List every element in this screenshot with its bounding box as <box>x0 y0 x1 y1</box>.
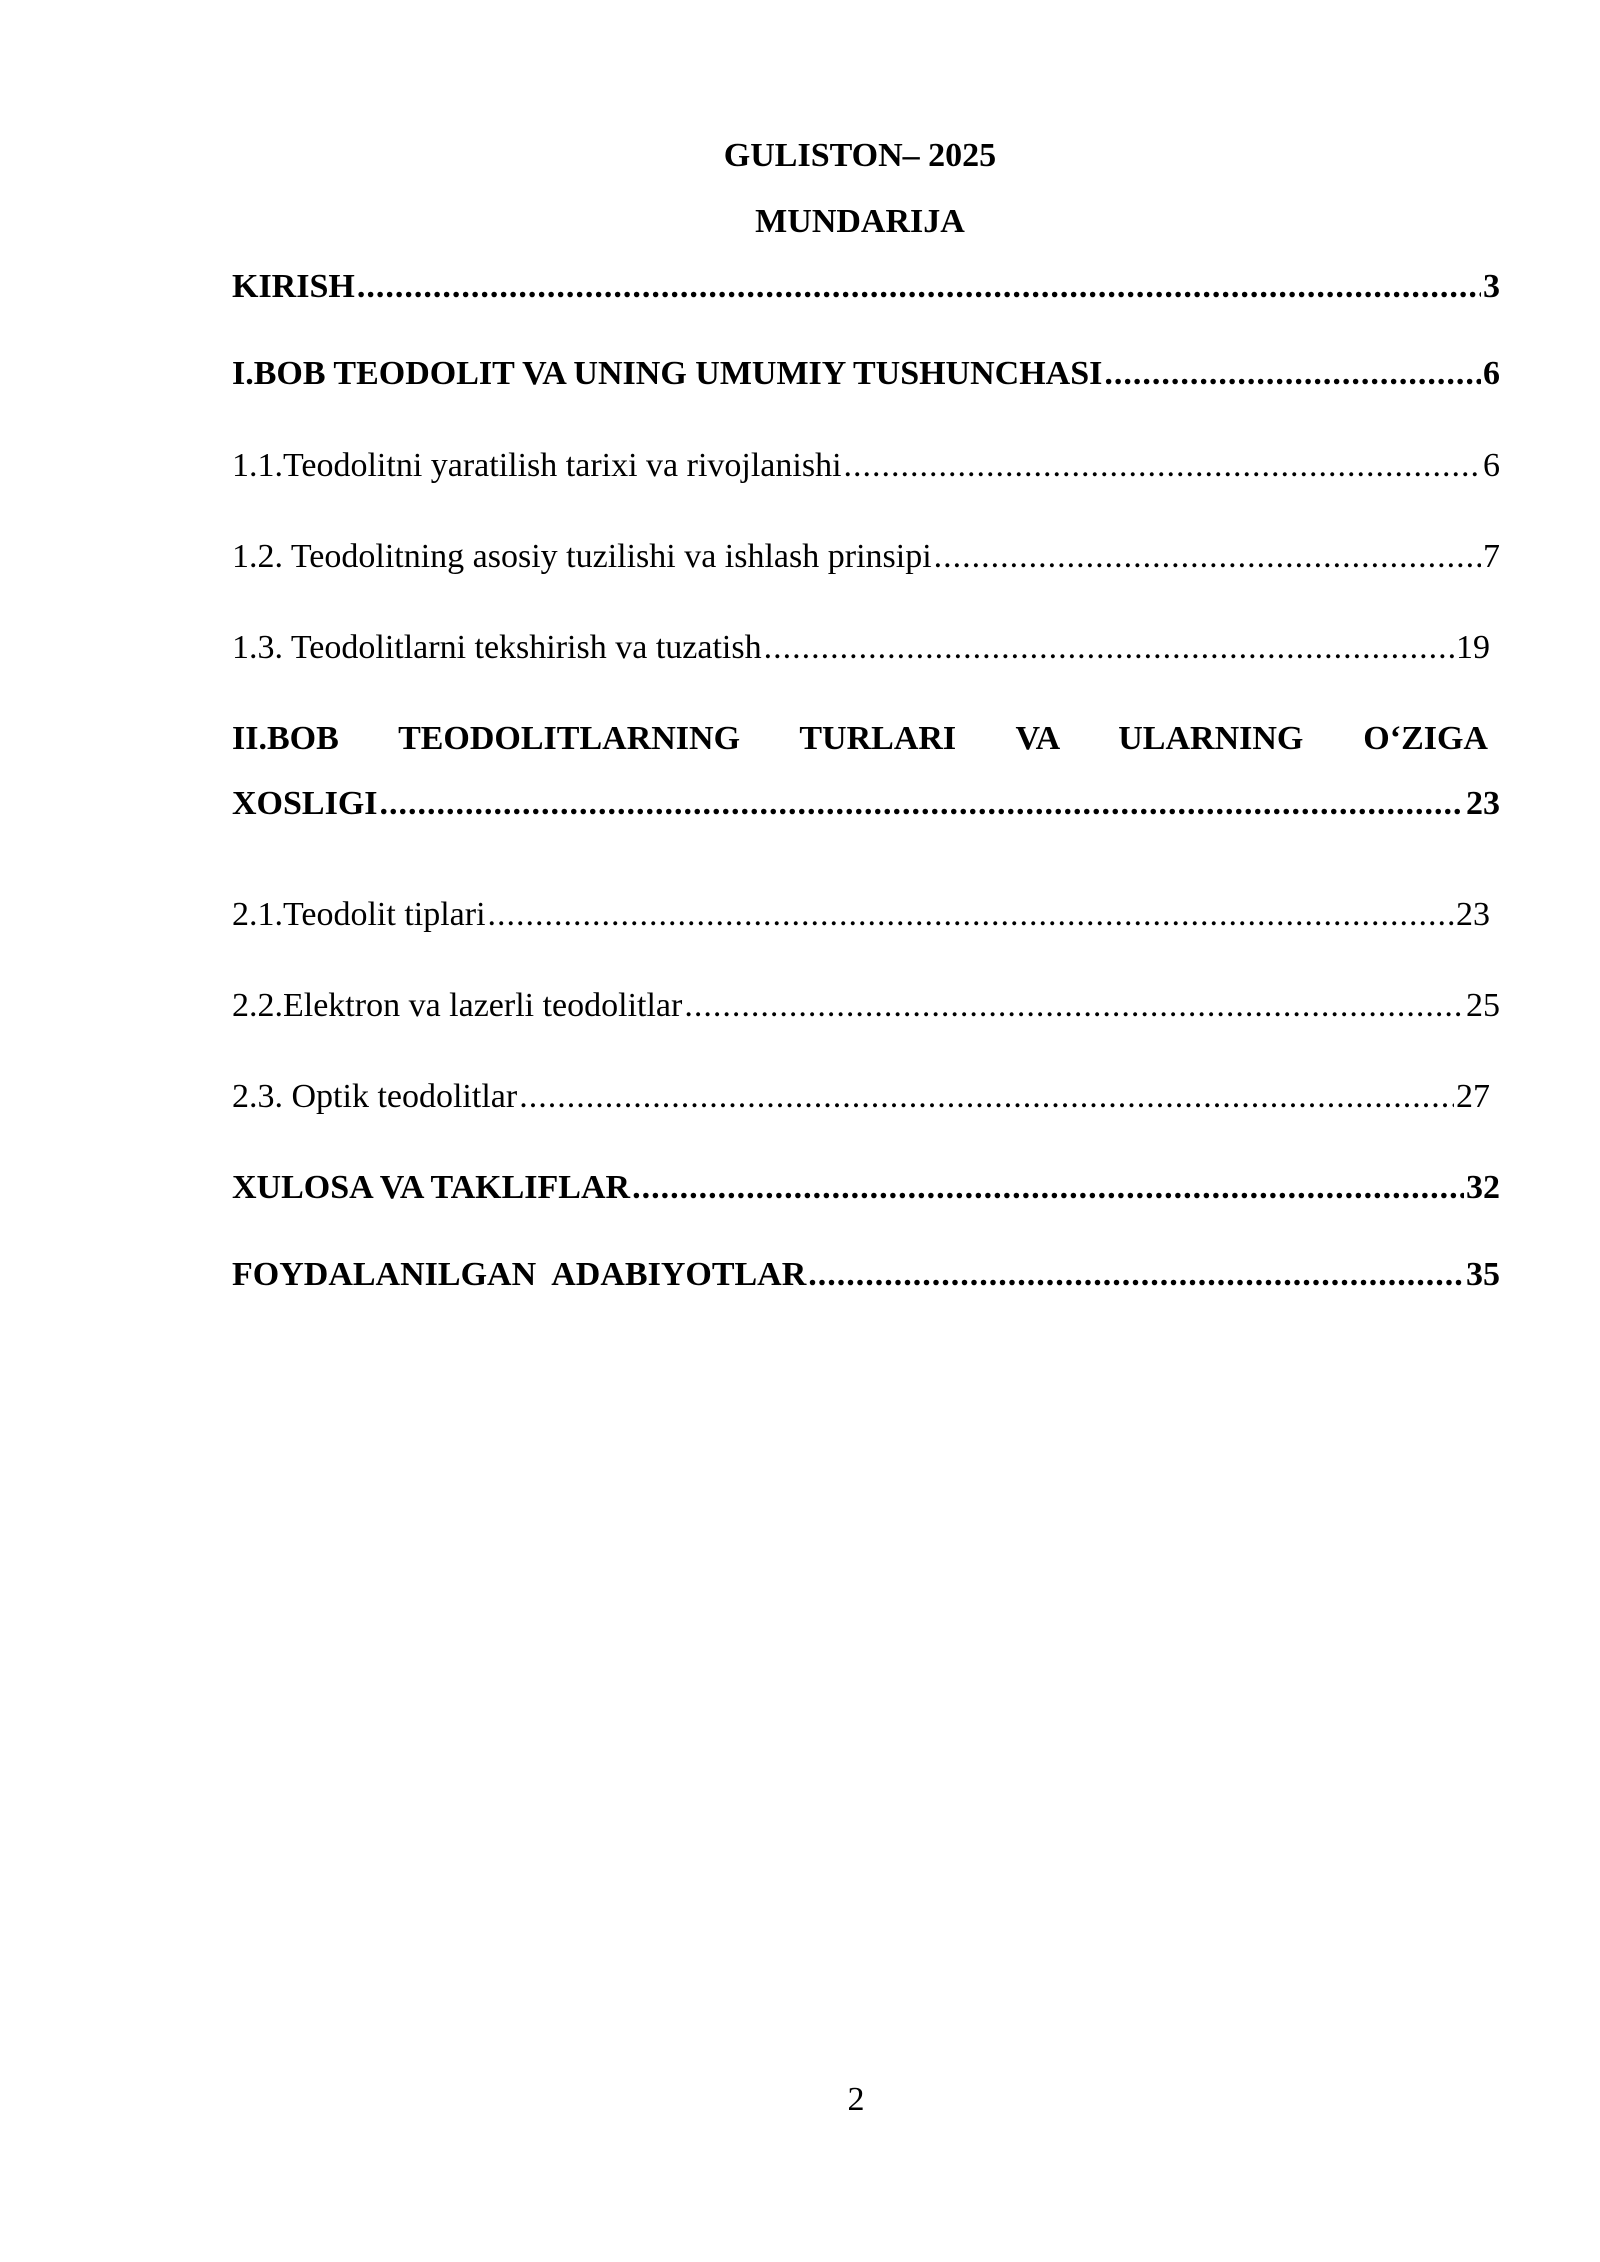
toc-entry-section-2-2[interactable] <box>232 984 1500 1028</box>
toc-entry-label: 1.3. Teodolitlarni tekshirish va tuzatish <box>232 629 762 666</box>
toc-entry-page: 25 <box>1466 987 1500 1024</box>
toc-entry-kirish[interactable] <box>232 265 1500 309</box>
toc-entry-section-2-1[interactable] <box>232 893 1490 937</box>
toc-entry-page: 32 <box>1466 1169 1500 1206</box>
toc-entry-references[interactable] <box>232 1253 1500 1297</box>
toc-entry-label: FOYDALANILGAN ADABIYOTLAR <box>232 1256 807 1293</box>
toc-entry-chapter-1[interactable] <box>232 352 1500 396</box>
toc-entry-page: 7 <box>1483 538 1500 575</box>
toc-entry-section-2-3[interactable] <box>232 1075 1490 1119</box>
toc-entry-page: 23 <box>1466 785 1500 822</box>
city-year-heading: GULISTON– 2025 <box>723 137 997 174</box>
page-number: 2 <box>847 2081 865 2118</box>
toc-entry-section-1-3[interactable] <box>232 626 1490 670</box>
dot-leader <box>1104 352 1481 396</box>
toc-entry-chapter-2-line-1[interactable]: II.BOB TEODOLITLARNING TURLARI VA ULARNING O‘ZIGA <box>232 720 1488 757</box>
toc-entry-page: 6 <box>1483 447 1500 484</box>
dot-leader <box>357 265 1481 309</box>
dot-leader <box>764 626 1454 670</box>
toc-entry-label: 2.1.Teodolit tiplari <box>232 896 486 933</box>
toc-title: MUNDARIJA <box>755 203 965 240</box>
dot-leader <box>519 1075 1454 1119</box>
dot-leader <box>380 782 1465 826</box>
toc-entry-label: 2.2.Elektron va lazerli teodolitlar <box>232 987 683 1024</box>
toc-entry-page: 3 <box>1483 268 1500 305</box>
toc-entry-conclusion[interactable] <box>232 1166 1500 1210</box>
toc-entry-page: 23 <box>1456 896 1490 933</box>
toc-entry-section-1-2[interactable] <box>232 535 1500 579</box>
dot-leader <box>934 535 1481 579</box>
toc-entry-chapter-2[interactable] <box>232 782 1500 826</box>
toc-entry-label: XOSLIGI <box>232 785 378 822</box>
dot-leader <box>844 444 1481 488</box>
toc-entry-label: I.BOB TEODOLIT VA UNING UMUMIY TUSHUNCHASI <box>232 355 1103 392</box>
toc-entry-page: 35 <box>1466 1256 1500 1293</box>
toc-entry-section-1-1[interactable] <box>232 444 1500 488</box>
dot-leader <box>632 1166 1464 1210</box>
dot-leader <box>808 1253 1464 1297</box>
toc-entry-label: 1.2. Teodolitning asosiy tuzilishi va ishlash prinsipi <box>232 538 932 575</box>
toc-entry-page: 27 <box>1456 1078 1490 1115</box>
toc-entry-label: KIRISH <box>232 268 355 305</box>
toc-entry-page: 6 <box>1483 355 1500 392</box>
toc-entry-label: 2.3. Optik teodolitlar <box>232 1078 518 1115</box>
dot-leader <box>684 984 1464 1028</box>
dot-leader <box>488 893 1454 937</box>
toc-entry-label: 1.1.Teodolitni yaratilish tarixi va rivojlanishi <box>232 447 842 484</box>
toc-entry-label: XULOSA VA TAKLIFLAR <box>232 1169 631 1206</box>
toc-entry-page: 19 <box>1456 629 1490 666</box>
